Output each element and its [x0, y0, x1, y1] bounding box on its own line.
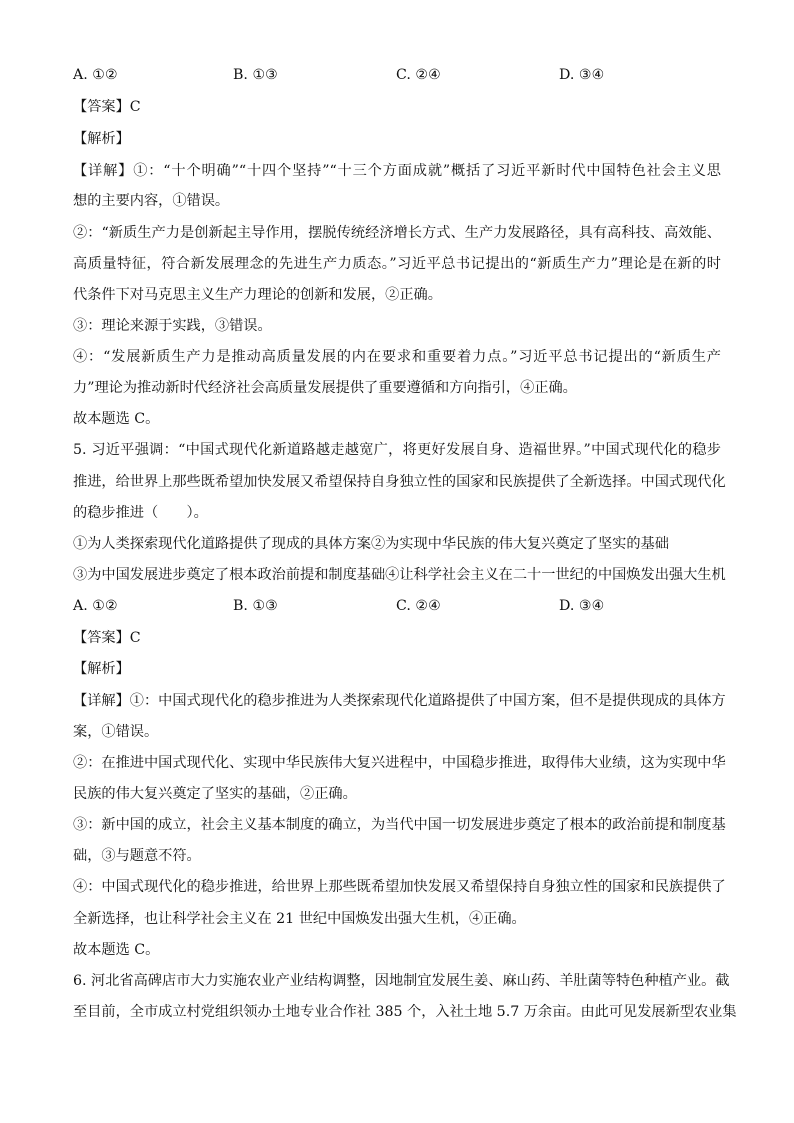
q4-detail-line: 力”理论为推动新时代经济社会高质量发展提供了重要遵循和方向指引，④正确。 [73, 380, 577, 396]
q5-stem-line: 推进，给世界上那些既希望加快发展又希望保持自身独立性的国家和民族提供了全新选择。中国式现代化 [73, 474, 726, 490]
q4-detail-line: ②：“新质生产力是创新起主导作用，摆脱传统经济增长方式、生产力发展路径，具有高科技、高效能、 [73, 225, 721, 241]
q5-statement-line: ①为人类探索现代化道路提供了现成的具体方案②为实现中华民族的伟大复兴奠定了坚实的基础 [73, 536, 669, 552]
q5-detail-line: ②：在推进中国式现代化、实现中华民族伟大复兴进程中，中国稳步推进，取得伟大业绩，这为实现中华 [73, 755, 726, 771]
q6-stem-line: 6. 河北省高碑店市大力实施农业产业结构调整，因地制宜发展生姜、麻山药、羊肚菌等特色种植产业。截 [73, 973, 730, 989]
q5-statement-line: ③为中国发展进步奠定了根本政治前提和制度基础④让科学社会主义在二十一世纪的中国焕发出强大生机 [73, 567, 726, 583]
q4-detail-line: ③：理论来源于实践，③错误。 [73, 318, 272, 334]
q5-option-b: B. ①③ [233, 598, 278, 614]
q4-option-b: B. ①③ [233, 67, 278, 83]
q5-option-a: A. ①② [73, 598, 118, 614]
q4-option-d: D. ③④ [559, 67, 605, 83]
q4-option-a: A. ①② [73, 67, 118, 83]
q5-detail-line: 全新选择，也让科学社会主义在 21 世纪中国焕发出强大生机，④正确。 [73, 911, 526, 927]
q4-options [73, 65, 733, 85]
q4-detail-line: 【详解】①：“十个明确”“十四个坚持”“十三个方面成就”概括了习近平新时代中国特色社会主义思 [73, 163, 721, 179]
q5-detail-line: 民族的伟大复兴奠定了坚实的基础，②正确。 [73, 786, 357, 802]
q6-stem-line: 至目前，全市成立村党组织领办土地专业合作社 385 个，入社土地 5.7 万余亩。由此可见发展新型农业集 [73, 1004, 737, 1020]
q5-answer: 【答案】C [73, 630, 141, 646]
q5-option-d: D. ③④ [559, 598, 605, 614]
q5-detail-line: ③：新中国的成立，社会主义基本制度的确立，为当代中国一切发展进步奠定了根本的政治前提和制度基 [73, 817, 726, 833]
q4-conclusion: 故本题选 C。 [73, 411, 160, 427]
q5-detail-line: 础，③与题意不符。 [73, 848, 201, 864]
q5-detail-line: ④：中国式现代化的稳步推进，给世界上那些既希望加快发展又希望保持自身独立性的国家和民族提供了 [73, 879, 726, 895]
q5-stem-line: 的稳步推进（ ）。 [73, 505, 208, 521]
q4-detail-line: 代条件下对马克思主义生产力理论的创新和发展，②正确。 [73, 287, 442, 303]
q5-option-c: C. ②④ [396, 598, 441, 614]
q4-answer: 【答案】C [73, 99, 141, 115]
q4-option-c: C. ②④ [396, 67, 441, 83]
q5-detail-line: 案，①错误。 [73, 724, 159, 740]
q4-analysis-label: 【解析】 [73, 131, 130, 147]
q5-options [73, 596, 733, 616]
q5-analysis-label: 【解析】 [73, 661, 130, 677]
q5-conclusion: 故本题选 C。 [73, 942, 160, 958]
q4-detail-line: 高质量特征，符合新发展理念的先进生产力质态。”习近平总书记提出的“新质生产力”理论是在新的时 [73, 256, 721, 272]
q5-detail-line: 【详解】①：中国式现代化的稳步推进为人类探索现代化道路提供了中国方案，但不是提供现成的具体方 [73, 693, 726, 709]
q4-detail-line: ④：“发展新质生产力是推动高质量发展的内在要求和重要着力点。”习近平总书记提出的“新质生产 [73, 349, 721, 365]
q5-stem-line: 5. 习近平强调：“中国式现代化新道路越走越宽广，将更好发展自身、造福世界。”中国式现代化的稳步 [73, 442, 721, 458]
q4-detail-line: 想的主要内容，①错误。 [73, 193, 230, 209]
